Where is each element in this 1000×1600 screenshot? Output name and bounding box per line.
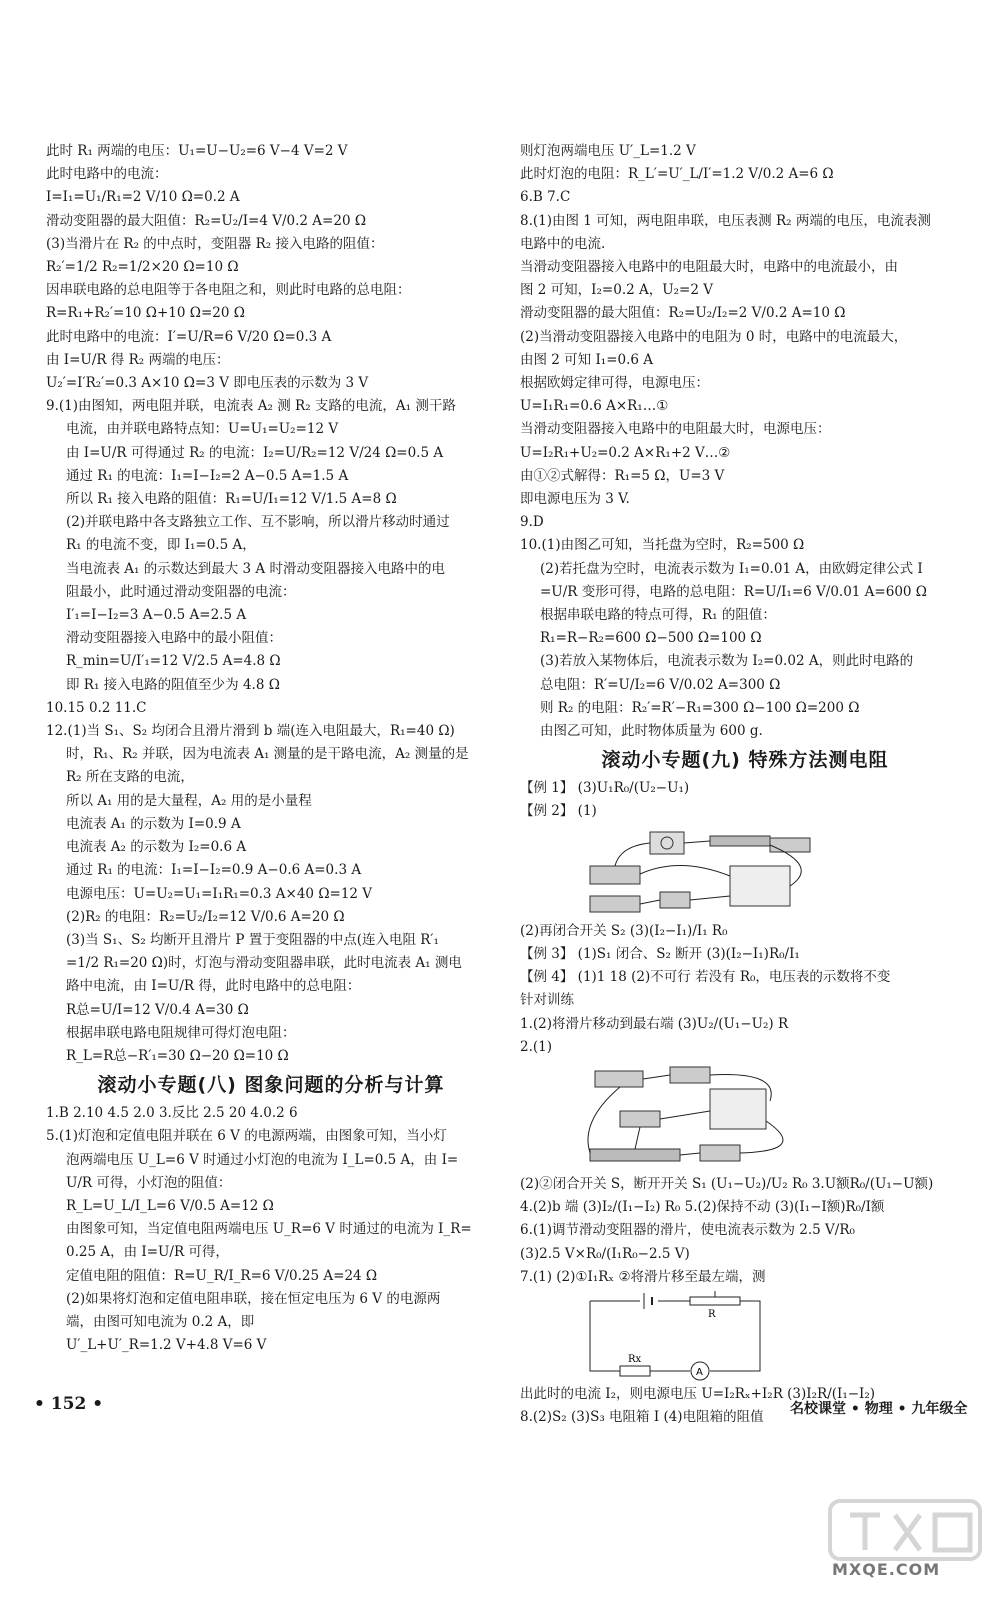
answer-line: 所以 R₁ 接入电路的阻值：R₁=U/I₁=12 V/1.5 A=8 Ω <box>66 491 397 508</box>
answer-line: 阻最小，此时通过滑动变阻器的电流： <box>66 583 296 600</box>
answer-line: 【例 3】 (1)S₁ 闭合、S₂ 断开 (3)(I₂−I₁)R₀/I₁ <box>520 945 800 962</box>
answer-line: 通过 R₁ 的电流：I₁=I−I₂=2 A−0.5 A=1.5 A <box>66 467 349 484</box>
answer-line: 图 2 可知，I₂=0.2 A，U₂=2 V <box>520 282 713 299</box>
answer-line: U₂′=I′R₂′=0.3 A×10 Ω=3 V 即电压表的示数为 3 V <box>46 375 369 392</box>
answer-line: U=I₂R₁+U₂=0.2 A×R₁+2 V…② <box>520 444 731 461</box>
answer-line: (3)当 S₁、S₂ 均断开且滑片 P 置于变阻器的中点(连入电阻 R′₁ <box>66 931 439 948</box>
answer-line: 滑动变阻器的最大阻值：R₂=U₂/I₂=2 V/0.2 A=10 Ω <box>520 305 846 322</box>
answer-line: R₂ 所在支路的电流， <box>66 769 194 786</box>
answer-line: 由图乙可知，此时物体质量为 600 g. <box>540 723 763 740</box>
answer-line: 7.(1) (2)①I₁Rₓ ②将滑片移至最左端，测 <box>520 1268 766 1285</box>
answer-line: (2)②闭合开关 S，断开开关 S₁ (U₁−U₂)/U₂ R₀ 3.U额R₀/(U₁−U额) <box>520 1175 934 1192</box>
watermark-text: MXQE.COM <box>832 1560 941 1579</box>
answer-line: 此时电路中的电流：I′=U/R=6 V/20 Ω=0.3 A <box>46 328 332 345</box>
answer-line: 则 R₂ 的电阻：R₂′=R′−R₁=300 Ω−100 Ω=200 Ω <box>540 699 860 716</box>
answer-line: 此时灯泡的电阻：R_L′=U′_L/I′=1.2 V/0.2 A=6 Ω <box>520 166 834 183</box>
answer-line: 电流表 A₁ 的示数为 I=0.9 A <box>66 815 241 832</box>
answer-line: (3)若放入某物体后，电流表示数为 I₂=0.02 A，则此时电路的 <box>540 653 914 670</box>
book-series-label: 名校课堂 • 物理 • 九年级全 <box>790 1401 968 1417</box>
answer-line: 此时 R₁ 两端的电压：U₁=U−U₂=6 V−4 V=2 V <box>46 143 348 159</box>
svg-text:R: R <box>708 1308 716 1320</box>
answer-line: I′₁=I−I₂=3 A−0.5 A=2.5 A <box>66 607 247 624</box>
answer-line: U′_L+U′_R=1.2 V+4.8 V=6 V <box>66 1337 267 1354</box>
answer-line: 8.(1)由图 1 可知，两电阻串联，电压表测 R₂ 两端的电压，电流表测 <box>520 212 931 229</box>
answer-line: 1.B 2.10 4.5 2.0 3.反比 2.5 20 4.0.2 6 <box>46 1105 298 1122</box>
answer-line: 通过 R₁ 的电流：I₁=I−I₂=0.9 A−0.6 A=0.3 A <box>66 862 362 879</box>
answer-line: R总=U/I=12 V/0.4 A=30 Ω <box>66 1001 249 1018</box>
answer-line: 6.(1)调节滑动变阻器的滑片，使电流表示数为 2.5 V/R₀ <box>520 1222 855 1239</box>
answer-line: 所以 A₁ 用的是大量程，A₂ 用的是小量程 <box>66 792 312 809</box>
answer-line: 根据欧姆定律可得，电源电压： <box>520 375 709 392</box>
answer-line: 总电阻：R′=U/I₂=6 V/0.02 A=300 Ω <box>540 676 781 693</box>
answer-line: 当滑动变阻器接入电路中的电阻最大时，电源电压： <box>520 421 831 438</box>
page-number: • 152 • <box>34 1394 104 1414</box>
answer-line: 端，由图可知电流为 0.2 A，即 <box>66 1313 255 1330</box>
answer-line: 12.(1)当 S₁、S₂ 均闭合且滑片滑到 b 端(连入电阻最大，R₁=40 Ω) <box>46 723 455 740</box>
answer-line: R_L=U_L/I_L=6 V/0.5 A=12 Ω <box>66 1197 274 1214</box>
answer-line: 根据串联电路的特点可得，R₁ 的阻值： <box>540 607 776 624</box>
answer-line: 由①②式解得：R₁=5 Ω，U=3 V <box>520 467 725 484</box>
answer-line: R₁=R−R₂=600 Ω−500 Ω=100 Ω <box>540 630 762 647</box>
answer-line: 针对训练 <box>520 992 574 1009</box>
answer-line: 路中电流，由 I=U/R 得，此时电路中的总电阻： <box>66 978 361 995</box>
answer-line: 当电流表 A₁ 的示数达到最大 3 A 时滑动变阻器接入电路中的电 <box>66 560 445 577</box>
answer-line: (2)若托盘为空时，电流表示数为 I₁=0.01 A，由欧姆定律公式 I <box>540 560 923 577</box>
answer-line: 由图 2 可知 I₁=0.6 A <box>520 351 654 368</box>
answer-line: 电流表 A₂ 的示数为 I₂=0.6 A <box>66 839 247 856</box>
answer-line: 此时电路中的电流： <box>46 166 168 183</box>
answer-line: R₂′=1/2 R₂=1/2×20 Ω=10 Ω <box>46 259 239 276</box>
answer-line: R=R₁+R₂′=10 Ω+10 Ω=20 Ω <box>46 305 245 322</box>
answer-line: 6.B 7.C <box>520 189 571 206</box>
answer-line: 即 R₁ 接入电路的阻值至少为 4.8 Ω <box>66 676 280 693</box>
answer-line: 因串联电路的总电阻等于各电阻之和，则此时电路的总电阻： <box>46 282 411 299</box>
answer-line: 1.(2)将滑片移动到最右端 (3)U₂/(U₁−U₂) R <box>520 1015 789 1032</box>
answer-line: 电源电压：U=U₂=U₁=I₁R₁=0.3 A×40 Ω=12 V <box>66 885 373 902</box>
answer-line: 【例 4】 (1)1 18 (2)不可行 若没有 R₀，电压表的示数将不变 <box>520 969 891 986</box>
answer-line: 根据串联电路电阻规律可得灯泡电阻： <box>66 1024 296 1041</box>
answer-line: 9.(1)由图知，两电阻并联，电流表 A₂ 测 R₂ 支路的电流，A₁ 测干路 <box>46 398 456 415</box>
answer-line: (2)R₂ 的电阻：R₂=U₂/I₂=12 V/0.6 A=20 Ω <box>66 908 345 925</box>
answer-line: 定值电阻的阻值：R=U_R/I_R=6 V/0.25 A=24 Ω <box>66 1267 378 1284</box>
answer-line: 出此时的电流 I₂，则电源电压 U=I₂Rₓ+I₂R (3)I₂R/(I₁−I₂) <box>520 1385 876 1402</box>
answer-line: 5.(1)灯泡和定值电阻并联在 6 V 的电源两端，由图象可知，当小灯 <box>46 1128 447 1145</box>
answer-line: 即电源电压为 3 V. <box>520 491 630 508</box>
svg-text:A: A <box>696 1366 703 1378</box>
circuit-photo-1 <box>580 826 840 918</box>
answer-line: 10.15 0.2 11.C <box>46 699 147 716</box>
answer-line: 【例 2】 (1) <box>520 803 597 820</box>
section-heading: 滚动小专题(九) 特殊方法测电阻 <box>601 749 889 772</box>
svg-text:Rx: Rx <box>628 1353 642 1365</box>
answer-line: (2)如果将灯泡和定值电阻串联，接在恒定电压为 6 V 的电源两 <box>66 1290 441 1307</box>
answer-line: 10.(1)由图乙可知，当托盘为空时，R₂=500 Ω <box>520 537 805 554</box>
answer-line: 0.25 A，由 I=U/R 可得， <box>66 1244 229 1261</box>
answer-line: 则灯泡两端电压 U′_L=1.2 V <box>520 143 696 159</box>
answer-line: 滑动变阻器的最大阻值：R₂=U₂/I=4 V/0.2 A=20 Ω <box>46 212 367 229</box>
answer-line: 4.(2)b 端 (3)I₂/(I₁−I₂) R₀ 5.(2)保持不动 (3)(I₁−I额)R₀/I额 <box>520 1199 885 1216</box>
answer-line: U/R 可得，小灯泡的阻值： <box>66 1174 232 1191</box>
left-column <box>46 140 496 1357</box>
answer-line: 泡两端电压 U_L=6 V 时通过小灯泡的电流为 I_L=0.5 A，由 I= <box>66 1151 459 1168</box>
answer-line: 电路中的电流. <box>520 235 606 252</box>
answer-line: R_L=R总−R′₁=30 Ω−20 Ω=10 Ω <box>66 1047 289 1064</box>
answer-line: (2)并联电路中各支路独立工作、互不影响，所以滑片移动时通过 <box>66 514 450 531</box>
answer-line: =1/2 R₁=20 Ω)时，灯泡与滑动变阻器串联，此时电流表 A₁ 测电 <box>66 955 462 972</box>
answer-line: 滑动变阻器接入电路中的最小阻值： <box>66 630 282 647</box>
answer-line: (2)当滑动变阻器接入电路中的电阻为 0 时，电路中的电流最大， <box>520 328 908 345</box>
answer-line: 当滑动变阻器接入电路中的电阻最大时，电路中的电流最小，由 <box>520 259 898 276</box>
answer-line: (3)当滑片在 R₂ 的中点时，变阻器 R₂ 接入电路的阻值： <box>46 235 384 252</box>
answer-line: 电流，由并联电路特点知：U=U₁=U₂=12 V <box>66 421 339 438</box>
answer-line: 【例 1】 (3)U₁R₀/(U₂−U₁) <box>520 780 690 797</box>
right-column <box>520 140 970 1429</box>
answer-line: 由图象可知，当定值电阻两端电压 U_R=6 V 时通过的电流为 I_R= <box>66 1221 472 1238</box>
answer-line: R₁ 的电流不变，即 I₁=0.5 A， <box>66 537 256 554</box>
answer-line: =U/R 变形可得，电路的总电阻：R=U/I₁=6 V/0.01 A=600 Ω <box>540 583 927 600</box>
answer-line: 由 I=U/R 可得通过 R₂ 的电流：I₂=U/R₂=12 V/24 Ω=0.5 A <box>66 444 444 461</box>
answer-line: (3)2.5 V×R₀/(I₁R₀−2.5 V) <box>520 1245 690 1262</box>
answer-line: 2.(1) <box>520 1038 553 1055</box>
circuit-photo-2 <box>580 1061 840 1171</box>
answer-line: 9.D <box>520 514 544 531</box>
answer-line: 8.(2)S₂ (3)S₃ 电阻箱 I (4)电阻箱的阻值 <box>520 1409 764 1426</box>
section-heading: 滚动小专题(八) 图象问题的分析与计算 <box>97 1074 445 1097</box>
circuit-diagram-3 <box>580 1291 770 1381</box>
answer-line: 由 I=U/R 得 R₂ 两端的电压： <box>46 351 230 368</box>
answer-line: U=I₁R₁=0.6 A×R₁…① <box>520 398 669 415</box>
answer-line: I=I₁=U₁/R₁=2 V/10 Ω=0.2 A <box>46 189 240 206</box>
answer-line: 时，R₁、R₂ 并联，因为电流表 A₁ 测量的是干路电流，A₂ 测量的是 <box>66 746 469 763</box>
answer-line: R_min=U/I′₁=12 V/2.5 A=4.8 Ω <box>66 653 281 670</box>
answer-line: (2)再闭合开关 S₂ (3)(I₂−I₁)/I₁ R₀ <box>520 922 728 939</box>
